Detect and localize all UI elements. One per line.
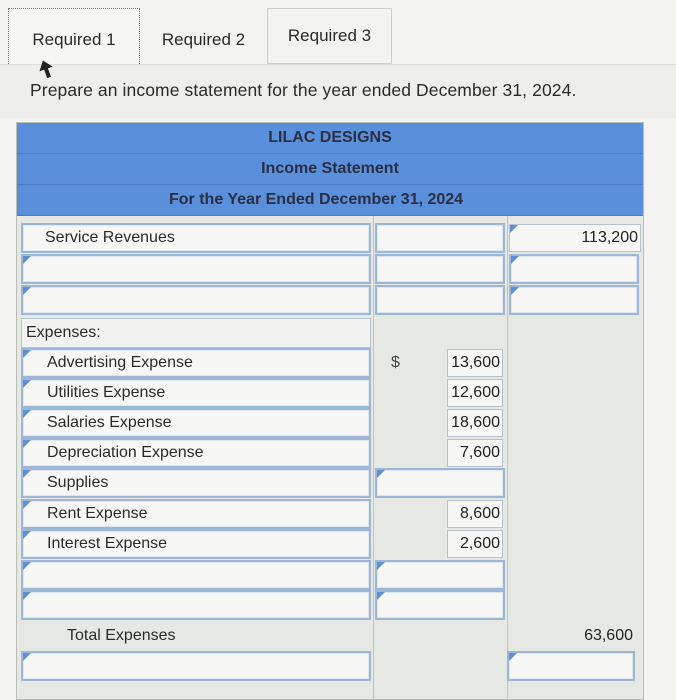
blank-row [17, 285, 643, 315]
expense-label: Rent Expense [47, 505, 148, 522]
expense-label-field[interactable] [21, 499, 371, 529]
revenue-amount-cell [509, 223, 641, 253]
expense-amount: 13,600 [451, 354, 500, 371]
expense-amount-field[interactable] [375, 468, 505, 498]
expense-amount: 12,600 [451, 384, 500, 401]
revenue-row [17, 223, 643, 253]
total-expenses-label: Total Expenses [67, 627, 176, 644]
blank-expense-row [17, 590, 643, 620]
blank-subcolumn-field[interactable] [375, 285, 505, 315]
blank-expense-row [17, 560, 643, 590]
blank-amount-field[interactable] [507, 651, 635, 681]
revenue-subcolumn-field[interactable] [375, 223, 505, 253]
expenses-heading: Expenses: [21, 318, 371, 348]
expense-amount: 2,600 [459, 535, 500, 552]
expense-amount-cell [375, 378, 505, 408]
expense-amount-field[interactable] [447, 500, 503, 528]
tab-required-1-label: Required 1 [32, 30, 116, 49]
total-expenses-amount[interactable]: 63,600 [584, 627, 633, 644]
revenue-amount: 113,200 [581, 229, 638, 246]
blank-expense-amount-field[interactable] [375, 560, 505, 590]
expense-amount-field[interactable] [447, 439, 503, 467]
expense-row [17, 499, 643, 529]
blank-expense-label-field[interactable] [21, 590, 371, 620]
blank-expense-amount-field[interactable] [375, 590, 505, 620]
expense-label: Utilities Expense [47, 384, 166, 401]
tab-required-3-label: Required 3 [287, 26, 372, 45]
expense-label: Advertising Expense [47, 354, 193, 371]
tab-required-1[interactable] [8, 8, 140, 72]
expense-label-field[interactable] [21, 348, 371, 378]
blank-row [17, 651, 643, 681]
expense-amount-field[interactable] [447, 379, 503, 407]
blank-expense-label-field[interactable] [21, 560, 371, 590]
expense-amount-field[interactable] [447, 349, 503, 377]
prompt-text: Prepare an income statement for the year ended December 31, 2024. [30, 80, 577, 100]
expense-label: Salaries Expense [47, 414, 172, 431]
expense-amount-cell [375, 438, 505, 468]
expense-amount-cell [375, 499, 505, 529]
expense-amount-field[interactable] [447, 409, 503, 437]
total-expenses-row [17, 621, 643, 651]
blank-amount-field[interactable] [509, 285, 639, 315]
expense-amount: 18,600 [451, 414, 500, 431]
expense-amount-cell [375, 348, 505, 378]
tab-required-3[interactable] [268, 8, 392, 64]
blank-label-field[interactable] [21, 285, 371, 315]
expense-label-field[interactable] [21, 408, 371, 438]
revenue-amount-field[interactable] [509, 224, 641, 252]
revenue-label-field[interactable] [21, 223, 371, 253]
expense-label-field[interactable] [21, 468, 371, 498]
statement-title: Income Statement [17, 154, 643, 185]
tab-required-2[interactable] [140, 8, 268, 72]
expense-dollar-sign: $ [391, 354, 400, 371]
blank-label-field[interactable] [21, 254, 371, 284]
expense-amount-field[interactable] [447, 530, 503, 558]
blank-subcolumn-field[interactable] [375, 254, 505, 284]
expense-amount-cell [375, 529, 505, 559]
expense-amount-cell [375, 408, 505, 438]
expense-row [17, 378, 643, 408]
blank-amount-field[interactable] [509, 254, 639, 284]
income-statement [16, 122, 644, 700]
expense-row [17, 348, 643, 378]
tab-required-2-label: Required 2 [161, 30, 246, 49]
expense-label: Interest Expense [47, 535, 168, 552]
expense-row [17, 408, 643, 438]
mouse-pointer-icon [38, 60, 54, 78]
expense-row [17, 468, 643, 498]
expense-amount: 8,600 [459, 505, 500, 522]
expense-row [17, 529, 643, 559]
statement-period: For the Year Ended December 31, 2024 [17, 185, 643, 216]
expense-label: Supplies [47, 474, 109, 491]
expense-label-field[interactable] [21, 378, 371, 408]
revenue-label: Service Revenues [45, 229, 175, 246]
expenses-heading-row [17, 318, 643, 348]
expense-label: Depreciation Expense [47, 444, 204, 461]
blank-row [17, 254, 643, 284]
company-name: LILAC DESIGNS [17, 123, 643, 154]
expense-amount: 7,600 [459, 444, 500, 461]
expense-row [17, 438, 643, 468]
expense-label-field[interactable] [21, 438, 371, 468]
expense-label-field[interactable] [21, 529, 371, 559]
blank-label-field[interactable] [21, 651, 371, 681]
